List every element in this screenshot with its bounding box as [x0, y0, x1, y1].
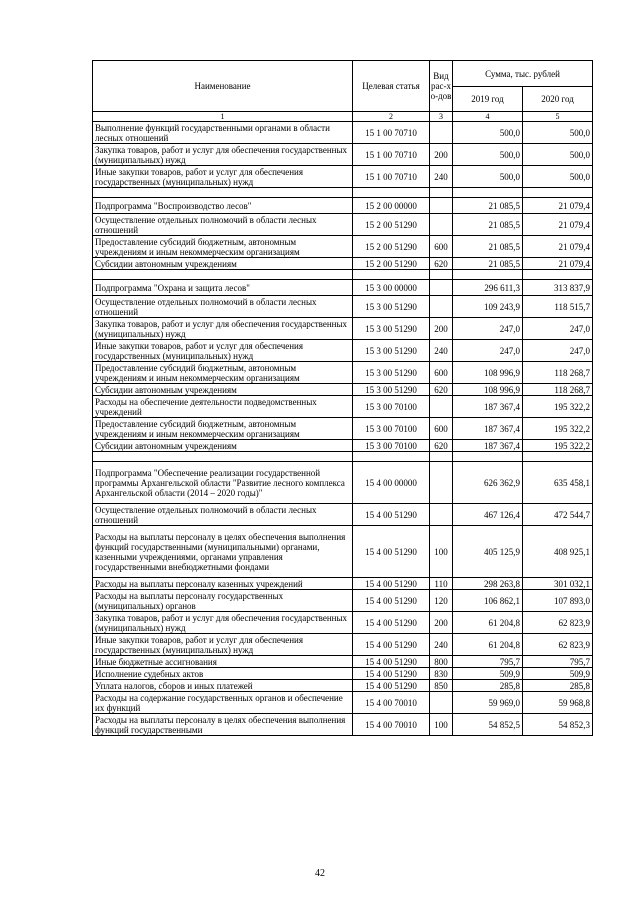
row-target-code: 15 4 00 51290	[353, 656, 430, 668]
row-value-2019: 187 367,4	[453, 396, 523, 418]
row-value-2020: 59 968,8	[523, 692, 593, 714]
row-expense-kind: 600	[430, 418, 453, 440]
row-target-code: 15 3 00 70100	[353, 396, 430, 418]
row-value-2020: 500,0	[523, 122, 593, 144]
spacer-cell	[453, 452, 523, 462]
row-target-code: 15 3 00 51290	[353, 362, 430, 384]
row-value-2019: 298 263,8	[453, 578, 523, 590]
row-expense-kind: 240	[430, 340, 453, 362]
spacer-cell	[353, 452, 430, 462]
row-expense-kind: 600	[430, 362, 453, 384]
row-target-code: 15 1 00 70710	[353, 166, 430, 188]
row-value-2020: 509,9	[523, 668, 593, 680]
row-target-code: 15 4 00 51290	[353, 578, 430, 590]
row-value-2020: 21 079,4	[523, 258, 593, 270]
header-2020: 2020 год	[523, 87, 593, 112]
header-kind: Вид рас-хо-дов	[430, 61, 453, 112]
row-target-code: 15 1 00 70710	[353, 122, 430, 144]
row-value-2020: 247,0	[523, 318, 593, 340]
row-value-2019: 500,0	[453, 166, 523, 188]
row-value-2019: 21 085,5	[453, 258, 523, 270]
row-expense-kind: 110	[430, 578, 453, 590]
row-value-2019: 296 611,3	[453, 280, 523, 296]
row-target-code: 15 4 00 70010	[353, 714, 430, 736]
row-target-code: 15 3 00 51290	[353, 318, 430, 340]
spacer-cell	[93, 270, 353, 280]
row-value-2019: 509,9	[453, 668, 523, 680]
header-target: Целевая статья	[353, 61, 430, 112]
row-expense-kind: 620	[430, 384, 453, 396]
row-value-2019: 21 085,5	[453, 214, 523, 236]
row-target-code: 15 2 00 51290	[353, 236, 430, 258]
row-expense-kind: 200	[430, 612, 453, 634]
subprogram-row	[93, 462, 593, 504]
row-target-code: 15 3 00 70100	[353, 440, 430, 452]
row-target-code: 15 2 00 51290	[353, 214, 430, 236]
spacer-cell	[523, 452, 593, 462]
row-value-2019: 187 367,4	[453, 440, 523, 452]
row-value-2020: 408 925,1	[523, 526, 593, 578]
row-target-code: 15 4 00 51290	[353, 668, 430, 680]
row-expense-kind: 830	[430, 668, 453, 680]
table-row	[93, 692, 593, 714]
spacer-cell	[93, 452, 353, 462]
row-target-code: 15 3 00 51290	[353, 340, 430, 362]
row-name: Расходы на выплаты персоналу государственных (муниципальных) органов	[93, 590, 353, 612]
row-name: Субсидии автономным учреждениям	[93, 384, 353, 396]
row-expense-kind: 200	[430, 318, 453, 340]
row-name: Подпрограмма "Охрана и защита лесов"	[93, 280, 353, 296]
row-value-2020: 107 893,0	[523, 590, 593, 612]
spacer-cell	[430, 188, 453, 198]
row-name: Расходы на выплаты персоналу в целях обеспечения выполнения функций государственными	[93, 714, 353, 736]
row-value-2019: 59 969,0	[453, 692, 523, 714]
table-row	[93, 296, 593, 318]
row-name: Расходы на выплаты персоналу в целях обеспечения выполнения функций государственными (муниципальными) органами, казенными учреждениями, органами управления государственными внебюджетными фондами	[93, 526, 353, 578]
row-name: Иные закупки товаров, работ и услуг для обеспечения государственных (муниципальных) нужд	[93, 166, 353, 188]
row-value-2020: 500,0	[523, 144, 593, 166]
row-name: Иные закупки товаров, работ и услуг для обеспечения государственных (муниципальных) нужд	[93, 634, 353, 656]
row-name: Осуществление отдельных полномочий в области лесных отношений	[93, 504, 353, 526]
row-value-2019: 61 204,8	[453, 634, 523, 656]
spacer-row	[93, 452, 593, 462]
spacer-cell	[93, 188, 353, 198]
table-row	[93, 590, 593, 612]
row-expense-kind: 240	[430, 634, 453, 656]
row-value-2019: 106 862,1	[453, 590, 523, 612]
spacer-cell	[430, 270, 453, 280]
row-target-code: 15 2 00 00000	[353, 198, 430, 214]
row-expense-kind	[430, 504, 453, 526]
table-row	[93, 258, 593, 270]
table-row	[93, 668, 593, 680]
table-row	[93, 612, 593, 634]
table-row	[93, 418, 593, 440]
table-row	[93, 384, 593, 396]
row-name: Иные бюджетные ассигнования	[93, 656, 353, 668]
row-name: Закупка товаров, работ и услуг для обеспечения государственных (муниципальных) нужд	[93, 144, 353, 166]
row-value-2019: 467 126,4	[453, 504, 523, 526]
row-value-2020: 795,7	[523, 656, 593, 668]
row-value-2019: 285,8	[453, 680, 523, 692]
row-expense-kind: 620	[430, 258, 453, 270]
row-expense-kind: 850	[430, 680, 453, 692]
column-number-2: 2	[353, 112, 430, 122]
row-target-code: 15 2 00 51290	[353, 258, 430, 270]
spacer-cell	[353, 188, 430, 198]
row-value-2020: 54 852,3	[523, 714, 593, 736]
table-row	[93, 440, 593, 452]
spacer-cell	[353, 270, 430, 280]
spacer-row	[93, 270, 593, 280]
row-expense-kind	[430, 692, 453, 714]
table-row	[93, 144, 593, 166]
row-value-2020: 500,0	[523, 166, 593, 188]
row-value-2020: 195 322,2	[523, 440, 593, 452]
row-name: Иные закупки товаров, работ и услуг для обеспечения государственных (муниципальных) нужд	[93, 340, 353, 362]
row-expense-kind	[430, 280, 453, 296]
row-value-2020: 21 079,4	[523, 214, 593, 236]
row-value-2020: 118 515,7	[523, 296, 593, 318]
row-expense-kind	[430, 198, 453, 214]
table-row	[93, 214, 593, 236]
row-name: Закупка товаров, работ и услуг для обеспечения государственных (муниципальных) нужд	[93, 318, 353, 340]
row-target-code: 15 4 00 51290	[353, 634, 430, 656]
table-row	[93, 634, 593, 656]
row-name: Предоставление субсидий бюджетным, автономным учреждениям и иным некоммерческим организациям	[93, 236, 353, 258]
row-name: Расходы на содержание государственных органов и обеспечение их функций	[93, 692, 353, 714]
table-row	[93, 318, 593, 340]
row-expense-kind	[430, 214, 453, 236]
row-value-2019: 109 243,9	[453, 296, 523, 318]
row-expense-kind: 200	[430, 144, 453, 166]
row-value-2020: 472 544,7	[523, 504, 593, 526]
spacer-cell	[523, 188, 593, 198]
table-row	[93, 656, 593, 668]
row-value-2019: 54 852,5	[453, 714, 523, 736]
row-expense-kind	[430, 396, 453, 418]
row-expense-kind: 620	[430, 440, 453, 452]
table-row	[93, 236, 593, 258]
row-name: Подпрограмма "Обеспечение реализации государственной программы Архангельской области "Развитие лесного комплекса Архангельской области (2014 – 2020 годы)"	[93, 462, 353, 504]
header-name: Наименование	[93, 61, 353, 112]
row-value-2019: 21 085,5	[453, 236, 523, 258]
row-value-2020: 62 823,9	[523, 612, 593, 634]
row-value-2020: 118 268,7	[523, 384, 593, 396]
row-value-2020: 21 079,4	[523, 236, 593, 258]
row-value-2020: 301 032,1	[523, 578, 593, 590]
row-value-2020: 21 079,4	[523, 198, 593, 214]
row-name: Субсидии автономным учреждениям	[93, 258, 353, 270]
row-value-2019: 108 996,9	[453, 384, 523, 396]
spacer-cell	[453, 188, 523, 198]
row-expense-kind: 240	[430, 166, 453, 188]
row-target-code: 15 3 00 51290	[353, 384, 430, 396]
row-value-2019: 626 362,9	[453, 462, 523, 504]
table-row	[93, 362, 593, 384]
row-value-2019: 500,0	[453, 122, 523, 144]
row-expense-kind	[430, 462, 453, 504]
table-row	[93, 680, 593, 692]
table-row	[93, 340, 593, 362]
row-target-code: 15 4 00 70010	[353, 692, 430, 714]
row-target-code: 15 4 00 51290	[353, 526, 430, 578]
row-expense-kind: 800	[430, 656, 453, 668]
row-name: Закупка товаров, работ и услуг для обеспечения государственных (муниципальных) нужд	[93, 612, 353, 634]
row-name: Предоставление субсидий бюджетным, автономным учреждениям и иным некоммерческим организациям	[93, 362, 353, 384]
row-value-2019: 247,0	[453, 340, 523, 362]
row-target-code: 15 4 00 00000	[353, 462, 430, 504]
row-name: Осуществление отдельных полномочий в области лесных отношений	[93, 214, 353, 236]
row-value-2019: 247,0	[453, 318, 523, 340]
row-value-2019: 108 996,9	[453, 362, 523, 384]
row-name: Выполнение функций государственными органами в области лесных отношений	[93, 122, 353, 144]
spacer-cell	[453, 270, 523, 280]
header-sum: Сумма, тыс. рублей	[453, 61, 593, 87]
row-value-2019: 795,7	[453, 656, 523, 668]
budget-table	[92, 60, 593, 736]
row-name: Подпрограмма "Воспроизводство лесов"	[93, 198, 353, 214]
row-value-2019: 21 085,5	[453, 198, 523, 214]
row-expense-kind: 600	[430, 236, 453, 258]
column-number-3: 3	[430, 112, 453, 122]
row-value-2020: 62 823,9	[523, 634, 593, 656]
spacer-cell	[430, 452, 453, 462]
row-value-2020: 118 268,7	[523, 362, 593, 384]
row-value-2020: 195 322,2	[523, 418, 593, 440]
row-expense-kind	[430, 122, 453, 144]
row-expense-kind	[430, 296, 453, 318]
row-value-2020: 247,0	[523, 340, 593, 362]
row-name: Расходы на обеспечение деятельности подведомственных учреждений	[93, 396, 353, 418]
spacer-row	[93, 188, 593, 198]
row-target-code: 15 4 00 51290	[353, 680, 430, 692]
row-target-code: 15 4 00 51290	[353, 590, 430, 612]
page-number: 42	[315, 868, 325, 879]
table-row	[93, 166, 593, 188]
row-name: Предоставление субсидий бюджетным, автономным учреждениям и иным некоммерческим организациям	[93, 418, 353, 440]
row-name: Расходы на выплаты персоналу казенных учреждений	[93, 578, 353, 590]
table-row	[93, 578, 593, 590]
row-target-code: 15 4 00 51290	[353, 504, 430, 526]
row-target-code: 15 3 00 51290	[353, 296, 430, 318]
row-target-code: 15 4 00 51290	[353, 612, 430, 634]
row-expense-kind: 100	[430, 714, 453, 736]
subprogram-row	[93, 280, 593, 296]
table-row	[93, 396, 593, 418]
row-value-2020: 285,8	[523, 680, 593, 692]
table-row	[93, 714, 593, 736]
row-value-2019: 187 367,4	[453, 418, 523, 440]
row-target-code: 15 1 00 70710	[353, 144, 430, 166]
row-name: Субсидии автономным учреждениям	[93, 440, 353, 452]
row-target-code: 15 3 00 70100	[353, 418, 430, 440]
row-expense-kind: 120	[430, 590, 453, 612]
table-row	[93, 122, 593, 144]
row-name: Уплата налогов, сборов и иных платежей	[93, 680, 353, 692]
row-expense-kind: 100	[430, 526, 453, 578]
column-number-5: 5	[523, 112, 593, 122]
row-value-2020: 195 322,2	[523, 396, 593, 418]
spacer-cell	[523, 270, 593, 280]
table-body	[93, 122, 593, 736]
subprogram-row	[93, 198, 593, 214]
row-value-2020: 313 837,9	[523, 280, 593, 296]
row-value-2019: 405 125,9	[453, 526, 523, 578]
row-value-2020: 635 458,1	[523, 462, 593, 504]
row-name: Осуществление отдельных полномочий в области лесных отношений	[93, 296, 353, 318]
row-value-2019: 61 204,8	[453, 612, 523, 634]
column-number-4: 4	[453, 112, 523, 122]
row-target-code: 15 3 00 00000	[353, 280, 430, 296]
header-2019: 2019 год	[453, 87, 523, 112]
row-value-2019: 500,0	[453, 144, 523, 166]
row-name: Исполнение судебных актов	[93, 668, 353, 680]
table-row	[93, 504, 593, 526]
column-number-1: 1	[93, 112, 353, 122]
table-row	[93, 526, 593, 578]
